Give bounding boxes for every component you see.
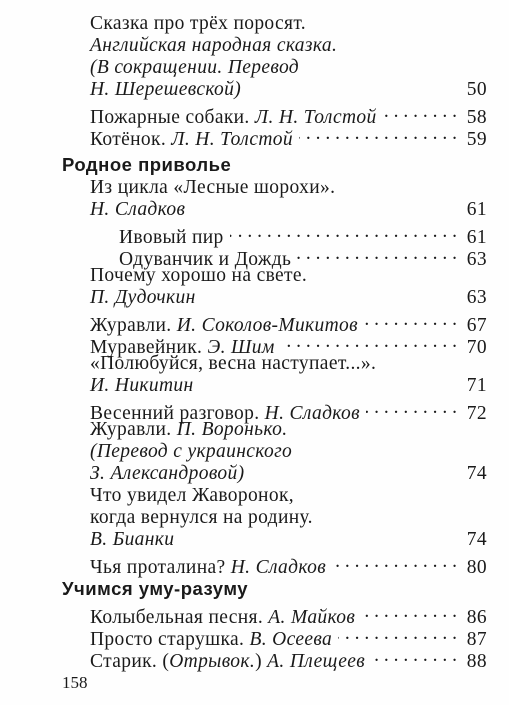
toc-author-text: А. Майков bbox=[263, 607, 356, 628]
toc-entry-text bbox=[90, 485, 294, 507]
toc-author-text: (В сокращении. Перевод bbox=[90, 57, 300, 78]
toc-title-text: Из цикла «Лесные шорохи». bbox=[90, 177, 336, 198]
toc-entry-text bbox=[90, 651, 365, 673]
toc-page-number: 63 bbox=[466, 249, 487, 270]
toc-title-text: Журавли. bbox=[90, 419, 172, 440]
toc-entry-text bbox=[90, 441, 292, 463]
toc-title-text: Колыбельная песня. bbox=[90, 607, 264, 628]
toc-entry bbox=[90, 507, 487, 529]
toc-entry bbox=[90, 35, 487, 57]
section-heading: Родное приволье bbox=[62, 154, 232, 175]
toc-entry bbox=[90, 463, 487, 485]
leader-dots bbox=[361, 601, 457, 623]
toc-title-text: Чья проталина? bbox=[90, 557, 226, 578]
toc-entry bbox=[90, 645, 487, 673]
toc-entry-text bbox=[90, 375, 194, 397]
toc-author-text: А. Плещеев bbox=[261, 651, 366, 672]
toc-author-text: П. Дудочкин bbox=[90, 287, 196, 308]
toc-author-text: П. Воронько. bbox=[171, 419, 288, 440]
leader-dots bbox=[366, 397, 457, 419]
toc-author-text: Н. Сладков bbox=[259, 403, 360, 424]
toc-author-text: Л. Н. Толстой bbox=[166, 129, 293, 150]
toc-entry bbox=[90, 177, 487, 199]
toc-entry bbox=[90, 265, 487, 287]
toc-title-text: Котёнок. bbox=[90, 129, 167, 150]
toc-title-text: ) bbox=[255, 651, 262, 672]
toc-title-text: Что увидел Жаворонок, bbox=[90, 485, 294, 506]
leader-dots bbox=[383, 101, 457, 123]
toc-page-number: 88 bbox=[466, 651, 487, 672]
toc-page-number: 59 bbox=[466, 129, 487, 150]
toc-page-number: 74 bbox=[466, 463, 487, 484]
toc-entry-text bbox=[90, 129, 293, 151]
toc-author-text: В. Бианки bbox=[90, 529, 175, 550]
toc-entry bbox=[90, 353, 487, 375]
toc-entry bbox=[90, 13, 487, 35]
toc-page-number: 61 bbox=[466, 199, 487, 220]
toc-entry bbox=[90, 57, 487, 79]
toc-entry bbox=[90, 199, 487, 221]
toc-entry-text bbox=[90, 287, 196, 309]
toc-title-text: Ивовый пир bbox=[119, 227, 224, 248]
toc-author-text: Н. Сладков bbox=[90, 199, 186, 220]
section-heading: Учимся уму-разуму bbox=[62, 578, 249, 599]
toc-entry bbox=[90, 441, 487, 463]
leader-dots bbox=[332, 551, 457, 573]
toc-page-number: 63 bbox=[466, 287, 487, 308]
toc-author-text: З. Александровой) bbox=[90, 463, 245, 484]
toc-page-number: 71 bbox=[466, 375, 487, 396]
toc-author-text: Н. Сладков bbox=[225, 557, 327, 578]
toc-author-text: Э. Шим bbox=[202, 337, 275, 358]
toc-title-text: Одуванчик и Дождь bbox=[119, 249, 292, 270]
toc-title-text: Просто старушка. bbox=[90, 629, 245, 650]
toc-page-number: 70 bbox=[466, 337, 487, 358]
toc-page-number: 67 bbox=[466, 315, 487, 336]
toc-author-text: Н. Шерешевской) bbox=[90, 79, 242, 100]
toc-entry bbox=[90, 287, 487, 309]
toc-title-text: Журавли. bbox=[90, 315, 172, 336]
toc-entry-text bbox=[90, 35, 337, 57]
leader-dots bbox=[297, 243, 457, 265]
toc-author-text: В. Осеева bbox=[244, 629, 333, 650]
toc-entry-text bbox=[90, 199, 185, 221]
toc-title-text: Муравейник. bbox=[90, 337, 203, 358]
toc-entry bbox=[90, 79, 487, 101]
toc-title-text: Сказка про трёх поросят. bbox=[90, 13, 306, 34]
toc-page-number: 80 bbox=[466, 557, 487, 578]
toc-page-number: 86 bbox=[466, 607, 487, 628]
toc-title-text: когда вернулся на родину. bbox=[90, 507, 313, 528]
toc-author-text: Английская народная сказка. bbox=[90, 35, 338, 56]
toc-entry bbox=[90, 375, 487, 397]
toc-author-text: И. Соколов-Микитов bbox=[171, 315, 358, 336]
leader-dots bbox=[299, 123, 457, 145]
toc-entry-text bbox=[90, 463, 244, 485]
toc-author-text: Л. Н. Толстой bbox=[249, 107, 377, 128]
leader-dots bbox=[281, 331, 457, 353]
leader-dots bbox=[230, 221, 457, 243]
toc-entry-text bbox=[90, 507, 313, 529]
toc-title-text: Весенний разговор. bbox=[90, 403, 260, 424]
toc-author-text: (Перевод с украинского bbox=[90, 441, 293, 462]
leader-dots bbox=[364, 309, 457, 331]
toc-page-number: 58 bbox=[466, 107, 487, 128]
toc-title-text: Почему хорошо на свете. bbox=[90, 265, 308, 286]
toc-entry-text bbox=[90, 177, 335, 199]
toc-page-number: 61 bbox=[466, 227, 487, 248]
toc-title-text: Пожарные собаки. bbox=[90, 107, 250, 128]
toc-entry-text bbox=[90, 57, 299, 79]
leader-dots bbox=[371, 645, 457, 667]
page-number: 158 bbox=[62, 673, 88, 692]
toc-entry-text bbox=[90, 557, 326, 579]
toc-title-text: Старик. ( bbox=[90, 651, 170, 672]
toc-page-number: 72 bbox=[466, 403, 487, 424]
leader-dots bbox=[338, 623, 457, 645]
toc-entry bbox=[90, 485, 487, 507]
toc-author-text: И. Никитин bbox=[90, 375, 194, 396]
toc-page-number: 87 bbox=[466, 629, 487, 650]
toc-page-number: 74 bbox=[466, 529, 487, 550]
toc-author-text: Отрывок. bbox=[169, 651, 256, 672]
toc-entry bbox=[90, 419, 487, 441]
toc-entry-text bbox=[90, 353, 376, 375]
toc-title-text: «Полюбуйся, весна наступает...». bbox=[90, 353, 377, 374]
toc-entry bbox=[90, 529, 487, 551]
toc-entry-text bbox=[90, 419, 287, 441]
toc-entry-text bbox=[90, 265, 307, 287]
toc-entry-text bbox=[90, 13, 306, 35]
toc-entry-text bbox=[90, 529, 174, 551]
toc-entry bbox=[90, 123, 487, 151]
toc-entry-text bbox=[90, 79, 241, 101]
toc-page-number: 50 bbox=[466, 79, 487, 100]
toc-entry bbox=[90, 551, 487, 579]
